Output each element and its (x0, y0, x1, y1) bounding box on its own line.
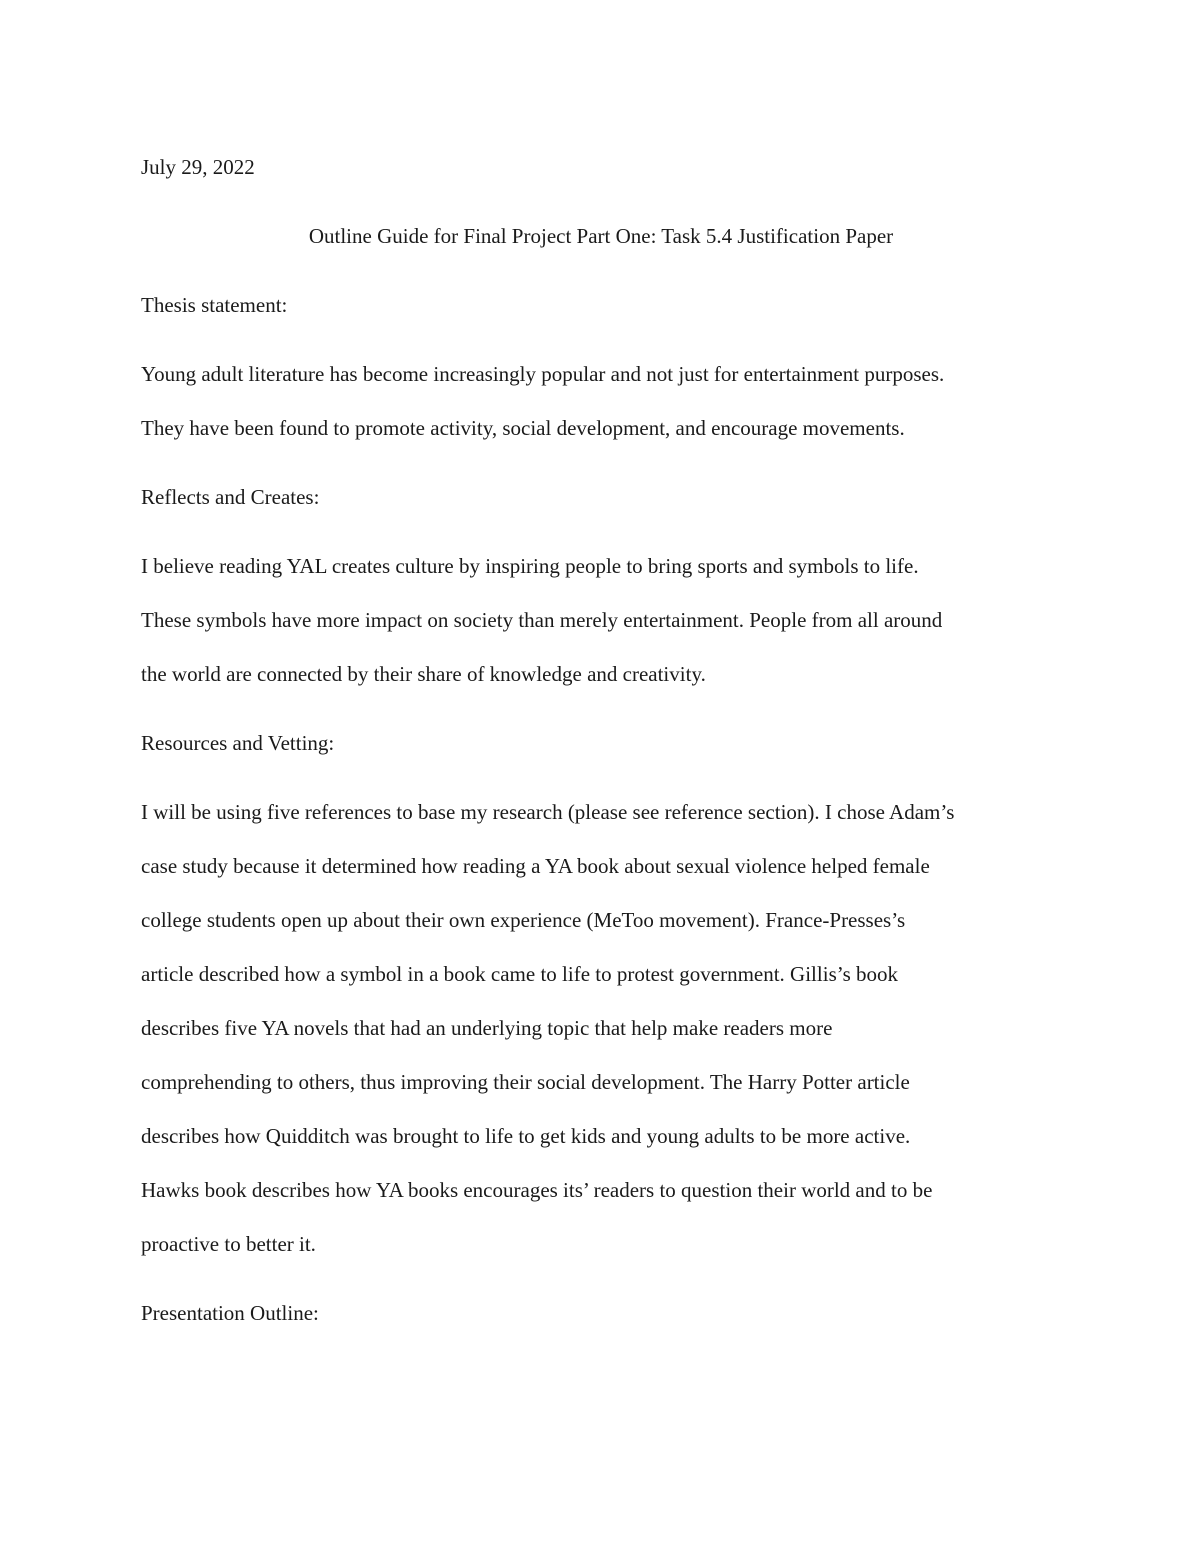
paragraph-line: I believe reading YAL creates culture by inspiring people to bring sports and symbols to life. (141, 554, 919, 578)
paragraph-line: describes five YA novels that had an underlying topic that help make readers more (141, 1016, 833, 1040)
paragraph-line: describes how Quidditch was brought to life to get kids and young adults to be more active. (141, 1124, 911, 1148)
document-title: Outline Guide for Final Project Part One: Task 5.4 Justification Paper (308, 224, 894, 248)
section-paragraph-thesis (141, 347, 1061, 455)
paragraph-line: Hawks book describes how YA books encourages its’ readers to question their world and to be (141, 1178, 933, 1202)
paragraph-line: the world are connected by their share of knowledge and creativity. (141, 662, 706, 686)
section-paragraph-reflects-creates (141, 539, 1061, 701)
paragraph-line: college students open up about their own experience (MeToo movement). France-Presses’s (141, 908, 906, 932)
section-heading-presentation-outline: Presentation Outline: (141, 1301, 319, 1325)
paragraph-line: These symbols have more impact on society than merely entertainment. People from all around (141, 608, 943, 632)
document-body (141, 140, 1061, 1355)
paragraph-line: comprehending to others, thus improving their social development. The Harry Potter article (141, 1070, 910, 1094)
document-date: July 29, 2022 (141, 155, 255, 179)
section-paragraph-resources-vetting (141, 785, 1061, 1271)
paragraph-line: case study because it determined how reading a YA book about sexual violence helped female (141, 854, 930, 878)
paragraph-line: Young adult literature has become increasingly popular and not just for entertainment purposes. (141, 362, 945, 386)
section-heading-thesis: Thesis statement: (141, 293, 288, 317)
paragraph-line: article described how a symbol in a book came to life to protest government. Gillis’s book (141, 962, 898, 986)
paragraph-line: They have been found to promote activity, social development, and encourage movements. (141, 416, 905, 440)
section-heading-resources-vetting: Resources and Vetting: (141, 731, 335, 755)
paragraph-line: I will be using five references to base my research (please see reference section). I chose Adam’s (141, 800, 955, 824)
section-heading-reflects-creates: Reflects and Creates: (141, 485, 320, 509)
paragraph-line: proactive to better it. (141, 1232, 316, 1256)
